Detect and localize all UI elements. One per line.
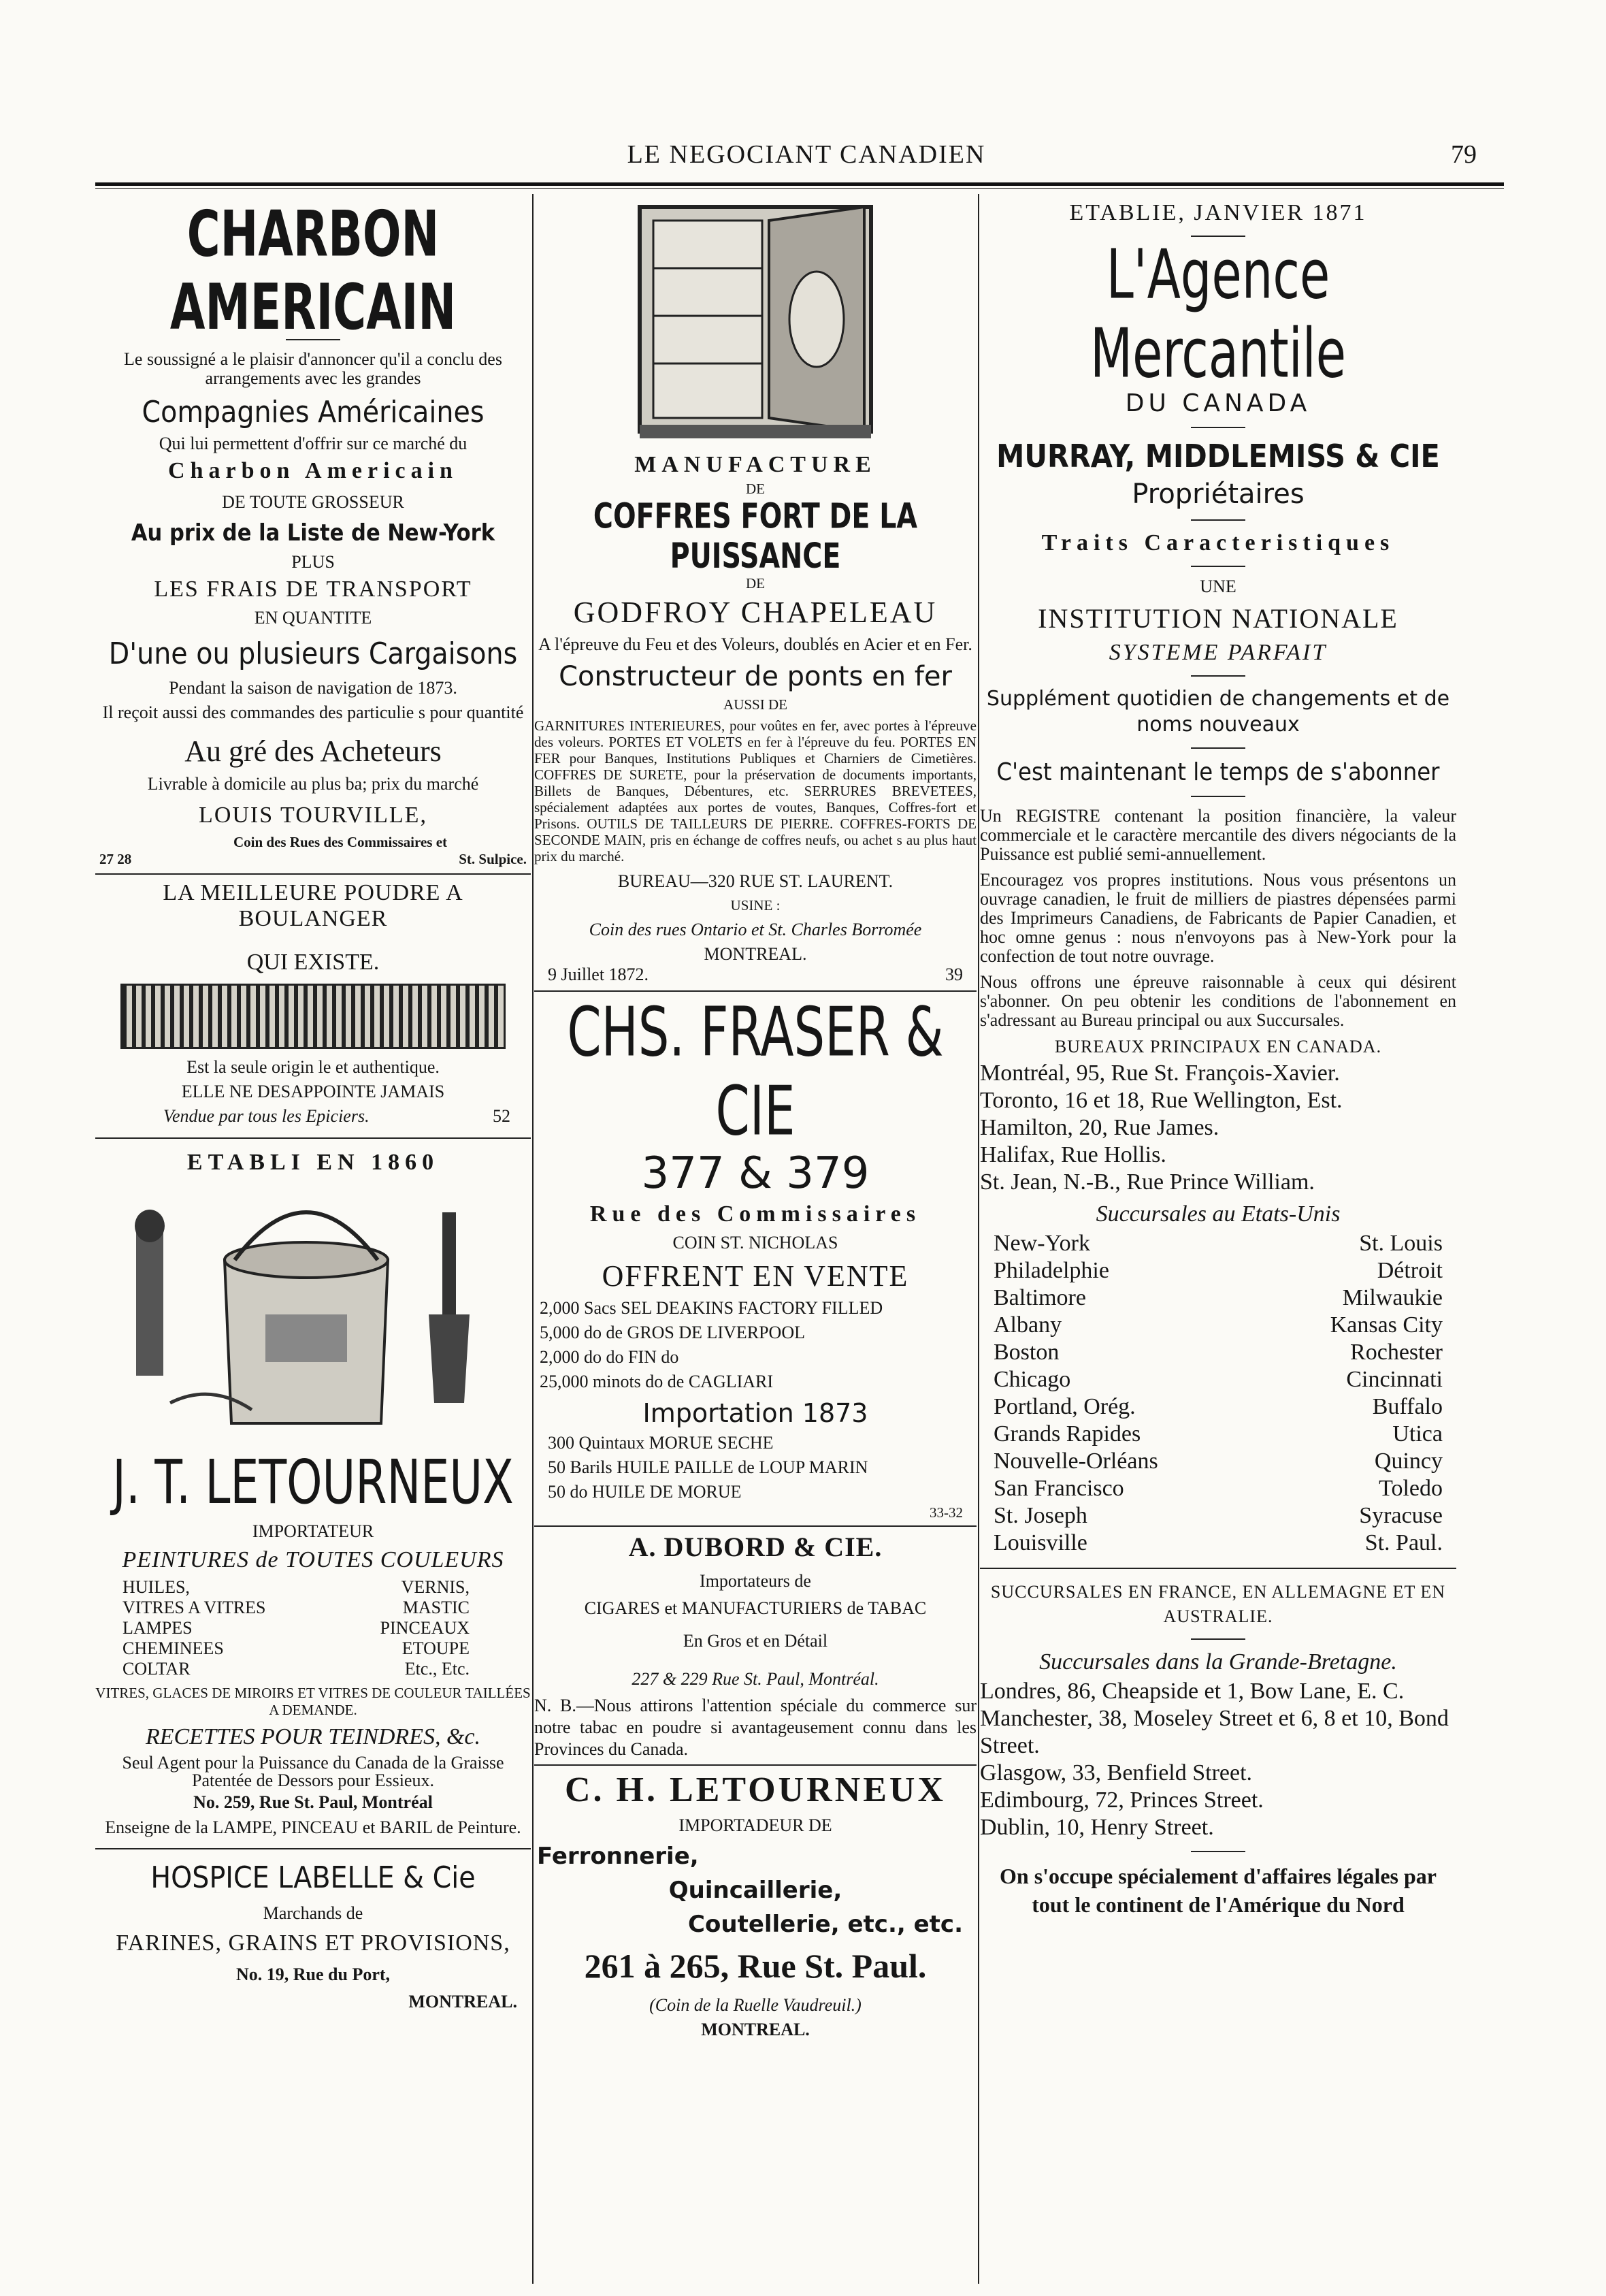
- divider: [95, 873, 531, 875]
- city-item: Rochester: [1350, 1340, 1443, 1365]
- office-item: Montréal, 95, Rue St. François-Xavier.: [980, 1061, 1340, 1086]
- ad-text: PEINTURES de TOUTES COULEURS: [122, 1547, 504, 1572]
- product-row: [95, 1618, 531, 1638]
- column-middle: [534, 197, 977, 2294]
- city-item: Portland, Orég.: [994, 1394, 1136, 1419]
- divider: [1191, 747, 1245, 749]
- header-rule: [95, 182, 1504, 186]
- city-row: [980, 1312, 1456, 1339]
- city-item: Utica: [1392, 1421, 1443, 1446]
- ad-text: Le soussigné a le plaisir d'annoncer qu'il a conclu des arrangements avec les grandes: [124, 349, 502, 388]
- ad-text: Il reçoit aussi des commandes des particulie s pour quantité: [102, 702, 524, 722]
- ad-text: Quincaillerie,: [668, 1877, 842, 1904]
- ad-text: VITRES, GLACES DE MIROIRS ET VITRES DE COULEUR TAILLÉES A DEMANDE.: [95, 1685, 531, 1718]
- product-item: 25,000 minots do de CAGLIARI: [540, 1372, 774, 1391]
- ad-text: GARNITURES INTERIEURES, pour voûtes en fer, avec portes à l'épreuve des voleurs. PORTES ET VOLETS en fer à l'épreuve du feu. PORTES EN FER pour Banques, Institutions Publiques et Charniers de Cimetières. COFFRES DE SURETE, pour la préservation de documents importants, Billets de Banques, Débentures, etc. SERRURES BREVETEES, spécialement adaptées aux portes de voutes, Banques, Coffres-fort et Prisons. OUTILS DE TAILLEURS DE PIERRE. COFFRES-FORTS DE SECONDE MAIN, pris en échange de coffres neufs, ou achet s au plus haut prix du marché.: [534, 717, 977, 864]
- ad-text: DU CANADA: [1125, 389, 1311, 417]
- ad-text: RECETTES POUR TEINDRES, &c.: [145, 1724, 481, 1749]
- product-item: Etc., Etc.: [404, 1659, 470, 1679]
- ad-date: 9 Juillet 1872.: [548, 965, 649, 984]
- ad-footer: [95, 851, 531, 868]
- ad-text: BUREAUX PRINCIPAUX EN CANADA.: [1054, 1037, 1382, 1056]
- ad-address: No. 259, Rue St. Paul, Montréal: [193, 1792, 433, 1812]
- city-item: Cincinnati: [1346, 1367, 1443, 1392]
- city-item: Milwaukie: [1342, 1285, 1443, 1310]
- ad-letourneux: [95, 1150, 531, 1837]
- safe-illustration: [626, 200, 885, 445]
- office-item: Halifax, Rue Hollis.: [980, 1142, 1166, 1167]
- city-item: St. Joseph: [994, 1503, 1087, 1528]
- ad-text: FARINES, GRAINS ET PROVISIONS,: [116, 1930, 510, 1956]
- ad-text: (Coin de la Ruelle Vaudreuil.): [649, 1995, 862, 2015]
- product-row: [95, 1598, 531, 1618]
- column-left: [95, 197, 531, 2294]
- ad-text: St. Sulpice.: [459, 851, 527, 867]
- city-row: [980, 1502, 1456, 1530]
- ad-coffres: [534, 200, 977, 985]
- ad-number: 27 28: [99, 851, 132, 867]
- ad-number: 52: [493, 1106, 510, 1126]
- ad-text: Constructeur de ponts en fer: [559, 661, 952, 692]
- ad-text: DE: [746, 481, 765, 497]
- ad-poudre: [95, 880, 531, 1127]
- product-item: CHEMINEES: [122, 1638, 224, 1658]
- ad-text: Ferronnerie,: [537, 1843, 699, 1870]
- ad-text: SYSTEME PARFAIT: [1109, 640, 1328, 665]
- city-item: Louisville: [994, 1530, 1087, 1555]
- ad-dubord: [534, 1531, 977, 1760]
- ad-text: CIGARES et MANUFACTURIERS de TABAC: [584, 1598, 927, 1618]
- product-list: [534, 1296, 977, 1394]
- ad-advertiser: GODFROY CHAPELEAU: [573, 596, 938, 629]
- ad-advertiser: LOUIS TOURVILLE,: [199, 803, 427, 828]
- ad-text: Charbon Americain: [168, 458, 458, 483]
- divider: [1191, 796, 1245, 797]
- ad-text: IMPORTADEUR DE: [678, 1815, 832, 1835]
- ad-footer: [95, 1106, 531, 1127]
- divider: [1191, 1638, 1245, 1640]
- ad-text: ELLE NE DESAPPOINTE JAMAIS: [181, 1082, 445, 1101]
- ad-fraser: [534, 992, 977, 1521]
- column-right: [980, 197, 1456, 2294]
- ad-text: OFFRENT EN VENTE: [602, 1259, 909, 1293]
- product-item: 300 Quintaux MORUE SECHE: [548, 1433, 774, 1453]
- divider: [1191, 1851, 1245, 1852]
- city-item: Boston: [994, 1340, 1060, 1365]
- ad-text: A l'épreuve du Feu et des Voleurs, doublés en Acier et en Fer.: [538, 634, 972, 654]
- ad-title: LA MEILLEURE POUDRE A BOULANGER: [163, 880, 463, 931]
- ad-text: Livrable à domicile au plus ba; prix du marché: [147, 774, 479, 794]
- ad-text: DE TOUTE GROSSEUR: [222, 492, 404, 512]
- product-item: MASTIC: [402, 1598, 470, 1617]
- branch-item: Manchester, 38, Moseley Street et 6, 8 et 10, Bond Street.: [980, 1706, 1449, 1758]
- product-item: LAMPES: [122, 1618, 193, 1638]
- city-item: Toledo: [1379, 1476, 1443, 1501]
- product-item: 50 Barils HUILE PAILLE de LOUP MARIN: [548, 1457, 868, 1477]
- ad-text: En Gros et en Détail: [683, 1631, 828, 1651]
- uk-branch-list: [980, 1678, 1456, 1841]
- product-item: VERNIS,: [401, 1577, 470, 1597]
- ad-text: Succursales au Etats-Unis: [1096, 1201, 1341, 1227]
- ad-text: C'est maintenant le temps de s'abonner: [996, 758, 1440, 786]
- divider: [95, 1848, 531, 1849]
- ad-text: Propriétaires: [1132, 479, 1305, 510]
- product-item: 50 do HUILE DE MORUE: [548, 1482, 742, 1502]
- branch-item: Glasgow, 33, Benfield Street.: [980, 1760, 1253, 1785]
- ad-title: A. DUBORD & CIE.: [628, 1532, 883, 1562]
- ad-cletourneux: [534, 1770, 977, 2040]
- product-item: 5,000 do de GROS DE LIVERPOOL: [540, 1323, 805, 1342]
- city-row: [980, 1366, 1456, 1393]
- city-row: [980, 1339, 1456, 1366]
- divider: [534, 990, 977, 992]
- product-item: COLTAR: [122, 1659, 191, 1679]
- ad-text: Marchands de: [263, 1903, 363, 1923]
- divider: [980, 1568, 1456, 1569]
- city-item: Chicago: [994, 1367, 1071, 1392]
- ad-text: Qui lui permettent d'offrir sur ce marché du: [159, 434, 468, 453]
- ad-text: Pendant la saison de navigation de 1873.: [169, 678, 457, 698]
- ad-advertiser: MURRAY, MIDDLEMISS & CIE: [996, 438, 1440, 474]
- newspaper-title: LE NEGOCIANT CANADIEN: [627, 140, 986, 169]
- city-item: Nouvelle-Orléans: [994, 1449, 1158, 1474]
- ad-number: 33-32: [930, 1504, 963, 1521]
- ad-footer: [534, 965, 977, 985]
- column-divider: [532, 194, 534, 2284]
- page-number: 79: [1451, 140, 1477, 169]
- city-list: [980, 1230, 1456, 1557]
- divider: [1191, 427, 1245, 428]
- ad-text: Coin des Rues des Commissaires et: [233, 834, 448, 850]
- ad-text: LES FRAIS DE TRANSPORT: [154, 577, 472, 602]
- ad-text: UNE: [1200, 577, 1236, 596]
- ad-text: Encouragez vos propres institutions. Nous vous présentons un ouvrage canadien, le fruit de milliers de piastres dépensées parmi des Imprimeurs Canadiens, de Fabricants de Papier Canadien, et hoc omne genus : nous n'envoyons pas à New-York pour la confection de tout notre ouvrage.: [980, 870, 1456, 966]
- city-item: Albany: [994, 1312, 1062, 1338]
- city-item: Buffalo: [1372, 1394, 1443, 1419]
- city-row: [980, 1530, 1456, 1557]
- ad-text: Vendue par tous les Epiciers.: [163, 1106, 370, 1126]
- ad-text: Traits Caracteristiques: [1041, 530, 1395, 555]
- city-row: [980, 1475, 1456, 1502]
- city-row: [980, 1284, 1456, 1312]
- ad-title: J. T. LETOURNEUX: [112, 1447, 514, 1518]
- ad-text: Supplément quotidien de changements et de noms nouveaux: [986, 687, 1450, 737]
- ad-text: Succursales dans la Grande-Bretagne.: [1039, 1649, 1397, 1675]
- ad-text: QUI EXISTE.: [246, 950, 380, 975]
- ad-text: Importation 1873: [642, 1398, 868, 1428]
- ad-text: 377 & 379: [641, 1148, 870, 1199]
- office-item: Toronto, 16 et 18, Rue Wellington, Est.: [980, 1088, 1343, 1113]
- product-item: VITRES A VITRES: [122, 1598, 266, 1617]
- product-list: [534, 1431, 977, 1504]
- product-row: [95, 1638, 531, 1659]
- product-row: [95, 1577, 531, 1598]
- ad-text: Un REGISTRE contenant la position financière, la valeur commerciale et le caractère mercantile des divers négociants de la Puissance est publié semi-annuellement.: [980, 806, 1456, 864]
- ad-title: HOSPICE LABELLE & Cie: [150, 1860, 476, 1895]
- ad-text: Coutellerie, etc., etc.: [688, 1911, 963, 1938]
- ad-title: CHARBON AMERICAIN: [169, 197, 457, 344]
- ad-text: COIN ST. NICHOLAS: [672, 1233, 838, 1252]
- ad-text: Compagnies Américaines: [142, 395, 485, 430]
- paint-bucket-brushes-illustration: [109, 1185, 517, 1444]
- page-header: [95, 140, 1518, 180]
- product-item: 2,000 Sacs SEL DEAKINS FACTORY FILLED: [540, 1298, 883, 1318]
- ad-text: MANUFACTURE: [634, 452, 876, 477]
- header-rule-thin: [95, 188, 1504, 189]
- ad-text: Au prix de la Liste de New-York: [131, 519, 495, 547]
- ad-city: MONTREAL.: [701, 2020, 810, 2039]
- ad-text: SUCCURSALES EN FRANCE, EN ALLEMAGNE ET EN AUSTRALIE.: [990, 1582, 1446, 1626]
- branch-item: Londres, 86, Cheapside et 1, Bow Lane, E. C.: [980, 1679, 1405, 1704]
- ad-title: C. H. LETOURNEUX: [564, 1770, 946, 1809]
- ad-number: 39: [945, 965, 963, 984]
- city-item: Détroit: [1377, 1258, 1443, 1283]
- ad-text: PLUS: [291, 552, 335, 572]
- ad-text: INSTITUTION NATIONALE: [1038, 603, 1398, 634]
- product-list: [95, 1577, 531, 1679]
- ad-text: N. B.—Nous attirons l'attention spéciale du commerce sur notre tabac en poudre si avantageusement connu dans les Provinces du Canada.: [534, 1696, 977, 1759]
- office-list: [980, 1060, 1456, 1196]
- divider: [534, 1764, 977, 1766]
- ad-text: IMPORTATEUR: [252, 1521, 374, 1541]
- ad-title: L'Agence Mercantile: [1089, 234, 1346, 393]
- ad-text: Rue des Commissaires: [589, 1201, 921, 1227]
- ad-charbon: [95, 197, 531, 868]
- ad-address: BUREAU—320 RUE ST. LAURENT.: [617, 871, 894, 891]
- ad-text: D'une ou plusieurs Cargaisons: [108, 636, 518, 671]
- city-row: [980, 1421, 1456, 1448]
- product-item: ETOUPE: [402, 1638, 470, 1658]
- ad-city: MONTREAL.: [704, 944, 807, 964]
- column-divider: [978, 194, 979, 2284]
- cook-friend-banner-image: [120, 984, 506, 1049]
- ad-address: 261 à 265, Rue St. Paul.: [584, 1947, 927, 1985]
- branch-item: Dublin, 10, Henry Street.: [980, 1815, 1214, 1840]
- city-item: New-York: [994, 1231, 1090, 1256]
- branch-item: Edimbourg, 72, Princes Street.: [980, 1788, 1264, 1813]
- office-item: St. Jean, N.-B., Rue Prince William.: [980, 1169, 1315, 1195]
- ad-text: Nous offrons une épreuve raisonnable à ceux qui désirent s'abonner. On peu obtenir les conditions de l'abonnement en s'adressant au Bureau principal ou aux Succursales.: [980, 972, 1456, 1030]
- ad-title: COFFRES FORT DE LA PUISSANCE: [593, 496, 918, 577]
- city-item: Grands Rapides: [994, 1421, 1141, 1446]
- ad-text: DE: [746, 575, 765, 592]
- city-item: Syracuse: [1359, 1503, 1443, 1528]
- ad-title: CHS. FRASER & CIE: [567, 992, 944, 1151]
- product-item: PINCEAUX: [380, 1618, 470, 1638]
- ad-text: Au gré des Acheteurs: [184, 734, 442, 768]
- product-row: [95, 1659, 531, 1679]
- ad-address: No. 19, Rue du Port,: [235, 1964, 391, 1984]
- ad-text: EN QUANTITE: [254, 608, 372, 628]
- ad-address: 227 & 229 Rue St. Paul, Montréal.: [632, 1669, 879, 1689]
- ad-text: Seul Agent pour la Puissance du Canada de la Graisse Patentée de Dessors pour Essieux.: [122, 1753, 504, 1790]
- city-item: San Francisco: [994, 1476, 1124, 1501]
- divider: [1191, 519, 1245, 521]
- ad-hospice: [95, 1860, 531, 2012]
- city-row: [980, 1448, 1456, 1475]
- city-item: St. Paul.: [1364, 1530, 1443, 1555]
- ad-text: Importateurs de: [700, 1571, 811, 1591]
- city-item: Quincy: [1374, 1449, 1443, 1474]
- divider: [1191, 675, 1245, 677]
- city-item: St. Louis: [1359, 1231, 1443, 1256]
- ad-text: ETABLI EN 1860: [186, 1150, 440, 1175]
- ad-text: ETABLIE, JANVIER 1871: [1069, 200, 1367, 225]
- product-item: HUILES,: [122, 1577, 190, 1597]
- city-row: [980, 1230, 1456, 1257]
- office-item: Hamilton, 20, Rue James.: [980, 1115, 1219, 1140]
- city-item: Kansas City: [1330, 1312, 1443, 1338]
- city-row: [980, 1257, 1456, 1284]
- ad-text: On s'occupe spécialement d'affaires légales par tout le continent de l'Amérique du Nord: [1000, 1864, 1437, 1917]
- ad-text: Coin des rues Ontario et St. Charles Borromée: [589, 920, 922, 939]
- divider: [534, 1525, 977, 1527]
- product-item: 2,000 do do FIN do: [540, 1347, 679, 1367]
- city-row: [980, 1393, 1456, 1421]
- ad-text: Est la seule origin le et authentique.: [186, 1057, 440, 1077]
- ad-text: AUSSI DE: [723, 696, 787, 713]
- city-item: Philadelphie: [994, 1258, 1109, 1283]
- divider: [1191, 566, 1245, 567]
- divider: [95, 1137, 531, 1139]
- ad-text: Enseigne de la LAMPE, PINCEAU et BARIL de Peinture.: [105, 1817, 521, 1837]
- ad-text: USINE :: [730, 897, 781, 913]
- city-item: Baltimore: [994, 1285, 1086, 1310]
- ad-city: MONTREAL.: [408, 1992, 517, 2011]
